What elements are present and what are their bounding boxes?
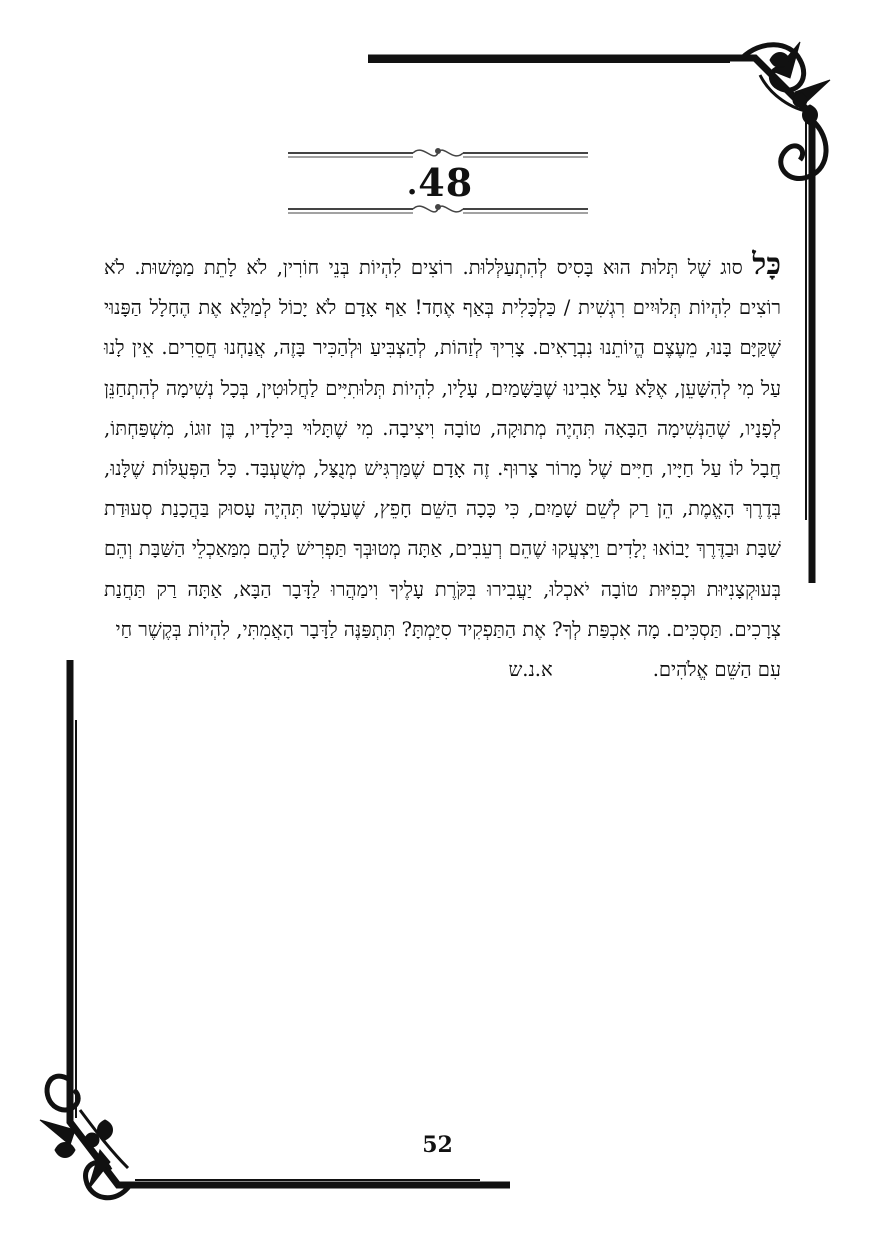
page-number: 52 (422, 1132, 453, 1158)
closing-line (104, 650, 781, 690)
chapter-number-value: 48 (418, 160, 474, 205)
body-text (104, 248, 781, 690)
body-paragraph: סוג שֶׁל תְּלוּת הוּא בָּסִיס לְהִתְעַלְּלוּת. רוֹצִים לִהְיוֹת בְּנֵי חוֹרִין, לֹא לָתֵת מַמָּשׁוּת. לֹא רוֹצִים לִהְיוֹת תְּלוּיִים רִגְשִׁית / כַּלְכָּלִית בְּאַף אֶחָד! אַף אָדָם לֹא יָכוֹל לְמַלֵּא אֶת הֶחָלָל הַפָּנוּי שֶׁקַּיָּם בָּנוּ, מֵעֶצֶם הֱיוֹתֵנוּ נִבְרָאִים. צָרִיךְ לְזַהוֹת, לְהַצְבִּיעַ וּלְהַכִּיר בָּזֶה, אֲנַחְנוּ חֲסֵרִים. אֵין לָנוּ עַל מִי לְהִשָּׁעֵן, אֶלָּא עַל אָבִינוּ שֶׁבַּשָּׁמַיִם, עָלָיו, לִהְיוֹת תְּלוּתִיִּים לַחֲלוּטִין, בְּכָל נְשִׁימָה לְהִתְחַנֵּן לְפָנָיו, שֶׁהַנְּשִׁימָה הַבָּאָה תִּהְיֶה מְתוּקָה, טוֹבָה וִיצִיבָה. מִי שֶׁתָּלוּי בִּילָדָיו, בֶּן זוּגוֹ, מִשְׁפַּחְתּוֹ, חֲבָל לוֹ עַל חַיָּיו, חַיִּים שֶׁל מָרוֹר צָרוּף. זֶה אָדָם שֶׁמַּרְגִּישׁ מְנֻצָּל, מְשֻׁעְבָּד. כָּל הַפְּעֻלּוֹת שֶׁלָּנוּ, בְּדֶרֶךְ הָאֱמֶת, הֵן רַק לְשֵׁם שָׁמַיִם, כִּי כָּכָה הַשֵּׁם חָפֵץ, שֶׁעַכְשָׁו תִּהְיֶה עָסוּק בַּהֲכָנַת סְעוּדַת שַׁבָּת וּבַדֶּרֶךְ יָבוֹאוּ יְלָדִים וַיִּצְעֲקוּ שֶׁהֵם רְעֵבִים, אַתָּה מְטוּבְּךָ תַּפְרִישׁ לָהֶם מִמַּאַכְלֵי הַשַּׁבָּת וְהֵם בְּעוּקְצָנִיּוּת וּכְפִיּוּת טוֹבָה יֹאכְלוּ, יַעֲבִירוּ בִּקֹּרֶת עָלֶיךָ וִימַהֲרוּ לַדָּבָר הַבָּא, אַתָּה רַק תַּחֲנַת צְרָכִים. תַּסְכִּים. מָה אִכְפַּת לְךָ? אֶת הַתַּפְקִיד סִיַּמְתָּ? תִּתְפַּנֶּה לַדָּבָר הָאֲמִתִּי, לִהְיוֹת בְּקֶשֶׁר חַי (104, 256, 781, 641)
chapter-number (360, 160, 520, 205)
author-signature: א.נ.ש (508, 658, 553, 682)
closing-text: עִם הַשֵּׁם אֱלֹהִים. (652, 658, 781, 682)
chapter-number-marker: . (406, 167, 419, 202)
drop-word: כָּל (752, 247, 781, 282)
